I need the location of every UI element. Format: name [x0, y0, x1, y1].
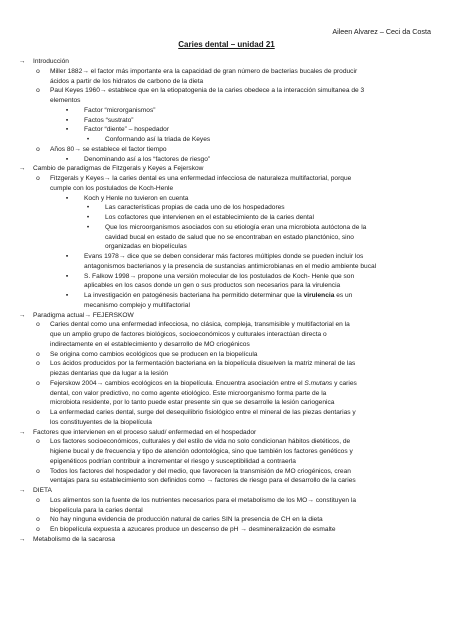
- square-bullet-icon: ▪: [65, 194, 69, 202]
- outline-item-text: piezas dentarias que da lugar a la lesión: [50, 370, 169, 377]
- outline-item-text: higiene bucal y de frecuencia y tipo de atención odontológica, sino que también los factores genéticos y: [50, 448, 353, 455]
- outline-item-text: Introducción: [33, 58, 69, 65]
- square-bullet-icon: ▪: [65, 272, 69, 280]
- outline-item-text: DIETA: [33, 487, 52, 494]
- circle-bullet-icon: o: [36, 438, 40, 446]
- outline-item-text: Miller 1882→ el factor más importante era la capacidad de gran número de bacterias bucales de producir: [50, 67, 358, 75]
- outline-item-text: Koch y Henle no tuvieron en cuenta: [84, 194, 189, 202]
- outline-item-text: Las características propias de cada uno de los hospedadores: [105, 204, 285, 212]
- arrow-bullet-icon: →: [18, 58, 26, 65]
- square-bullet-icon: ▪: [65, 106, 69, 114]
- dot-bullet-icon: •: [86, 136, 90, 143]
- outline-item-text: cavidad bucal en estado de salud que no se encontraban en estado planctónico, sino: [105, 233, 354, 241]
- circle-bullet-icon: o: [36, 379, 40, 387]
- outline-item-text: La enfermedad caries dental, surge del desequilibrio fisiológico entre el mineral de las piezas dentarias y: [50, 409, 356, 416]
- arrow-bullet-icon: →: [18, 311, 26, 319]
- arrow-bullet-icon: →: [18, 487, 26, 494]
- outline-item-text: Factor “microrganismos”: [84, 106, 156, 114]
- outline-item-text: Se origina como cambios ecológicos que se producen en la biopelícula: [50, 350, 258, 358]
- author-line: Aileen Alvarez – Ceci da Costa: [332, 27, 431, 36]
- square-bullet-icon: ▪: [65, 292, 69, 299]
- outline-item-text: elementos: [50, 97, 81, 104]
- square-bullet-icon: ▪: [65, 126, 69, 134]
- circle-bullet-icon: o: [36, 360, 40, 368]
- circle-bullet-icon: o: [36, 87, 40, 95]
- outline-item-text: Evans 1978→ dice que se deben considerar más factores múltiples donde se pueden incluir los: [84, 253, 364, 260]
- italic-term: S.mutans: [304, 379, 333, 387]
- outline-item-text: No hay ninguna evidencia de producción natural de caries SIN la presencia de CH en la dieta: [50, 516, 323, 524]
- square-bullet-icon: ▪: [65, 253, 69, 260]
- outline-item-text: epigenéticos podrían contribuir a incrementar el riesgo y susceptibilidad a contraerla: [50, 457, 296, 465]
- outline-item-text: Paul Keyes 1960→ establece que en la etiopatogenia de la caries obedece a la interacción simultanea de 3: [50, 87, 365, 95]
- dot-bullet-icon: •: [86, 204, 90, 212]
- arrow-bullet-icon: →: [18, 165, 26, 173]
- outline-item-text: aplicables en los casos donde un gen o sus productos son necesarios para la virulencia: [84, 282, 341, 290]
- outline-item-text: Cambio de paradigmas de Fitzgerals y Keyes a Fejerskow: [33, 165, 204, 173]
- outline-item-text: ventajas para su establecimiento son definidos como → factores de riesgo para el desarrollo de la caries: [50, 477, 356, 485]
- outline-item-text: Factos “sustrato”: [84, 116, 134, 124]
- circle-bullet-icon: o: [36, 496, 40, 504]
- circle-bullet-icon: o: [36, 467, 40, 475]
- outline-item-text: Fejerskow 2004→ cambios ecológicos en la biopelícula. Encuentra asociación entre el S.mutans y caries: [50, 379, 357, 387]
- square-bullet-icon: ▪: [65, 155, 69, 163]
- outline-item-text: microbiota residente, por lo tanto puede estar presente sin que se desarrolle la lesión cariogenica: [50, 399, 335, 407]
- outline-item-text: organizadas en biopelículas: [105, 243, 187, 251]
- circle-bullet-icon: o: [36, 526, 40, 533]
- outline-item-text: ácidos a partir de los hidratos de carbono de la dieta: [50, 77, 204, 85]
- outline-item-text: Fitzgerals y Keyes→ la caries dental es una enfermedad infecciosa de naturaleza multifactorial, porque: [50, 175, 352, 182]
- outline-item-text: Factor “diente” – hospedador: [84, 126, 170, 134]
- square-bullet-icon: ▪: [65, 116, 69, 124]
- circle-bullet-icon: o: [36, 350, 40, 358]
- outline-item-text: Los cofactores que intervienen en el establecimiento de la caries dental: [105, 214, 314, 221]
- outline-item-text: los constituyentes de la biopelícula: [50, 418, 152, 426]
- outline-item-text: Los ácidos producidos por la fermentación bacteriana en la biopelícula disuelven la matriz mineral de las: [50, 360, 356, 368]
- outline-item-text: S. Falkow 1998→ propone una versión molecular de los postulados de Koch- Henle que son: [84, 272, 355, 280]
- document-title: Caries dental – unidad 21: [178, 40, 275, 49]
- outline-item-text: Años 80→ se establece el factor tiempo: [50, 145, 167, 153]
- circle-bullet-icon: o: [36, 516, 40, 524]
- circle-bullet-icon: o: [36, 409, 40, 416]
- outline-item-text: Caries dental como una enfermedad infecciosa, no clásica, compleja, transmisible y multifactorial en la: [50, 321, 350, 329]
- dot-bullet-icon: •: [86, 223, 90, 231]
- outline-item-text: mecanismo complejo y multifactorial: [84, 301, 190, 309]
- outline-item-text: En biopelícula expuesta a azucares produce un descenso de pH → desmineralización de esmalte: [50, 526, 336, 533]
- circle-bullet-icon: o: [36, 321, 40, 329]
- dot-bullet-icon: •: [86, 214, 90, 221]
- outline-item-text: Los alimentos son la fuente de los nutrientes necesarios para el metabolismo de los MO→ constituyen la: [50, 496, 357, 504]
- arrow-bullet-icon: →: [18, 428, 26, 436]
- outline-item-text: Denominando así a los “factores de riesgo”: [84, 155, 211, 163]
- outline-item-text: cumple con los postulados de Koch-Henle: [50, 184, 174, 192]
- outline-item-text: Los factores socioeconómicos, culturales y del estilo de vida no solo condicionan hábitos dietéticos, de: [50, 438, 351, 446]
- outline-item-text: dental, con valor predictivo, no como agente etiológico. Este microorganismo forma parte de la: [50, 389, 327, 397]
- outline-item-text: biopelícula para la caries dental: [50, 506, 143, 514]
- outline-item-text: Paradigma actual→ FEJERSKOW: [33, 311, 134, 319]
- outline-item-text: Metabolismo de la sacarosa: [33, 535, 116, 543]
- outline-item-text: Que los microorganismos asociados con su etiología eran una microbiota autóctona de la: [105, 223, 367, 231]
- circle-bullet-icon: o: [36, 175, 40, 182]
- outline-item-text: Todos los factores del hospedador y del medio, que favorecen la transmisión de MO criogénicos, crean: [50, 467, 351, 475]
- outline-item-text: antagonismos bacterianos y la presencia de sustancias antimicrobianas en el medio ambiente bucal: [84, 262, 377, 270]
- outline-item-text: Conformando así la triada de Keyes: [105, 136, 211, 143]
- outline-item-text: Factores que intervienen en el proceso salud/ enfermedad en el hospedador: [33, 428, 257, 436]
- circle-bullet-icon: o: [36, 67, 40, 75]
- outline-item-text: que un amplio grupo de factores biológicos, socioeconómicos y culturales interactúan directa o: [50, 331, 327, 338]
- outline-item-text: La investigación en patogénesis bacteriana ha permitido determinar que la virulencia es un: [84, 292, 353, 299]
- bold-term: virulencia: [303, 292, 335, 299]
- arrow-bullet-icon: →: [18, 535, 26, 543]
- circle-bullet-icon: o: [36, 145, 40, 153]
- outline-item-text: indirectamente en el establecimiento y desarrollo de MO criogénicos: [50, 340, 250, 348]
